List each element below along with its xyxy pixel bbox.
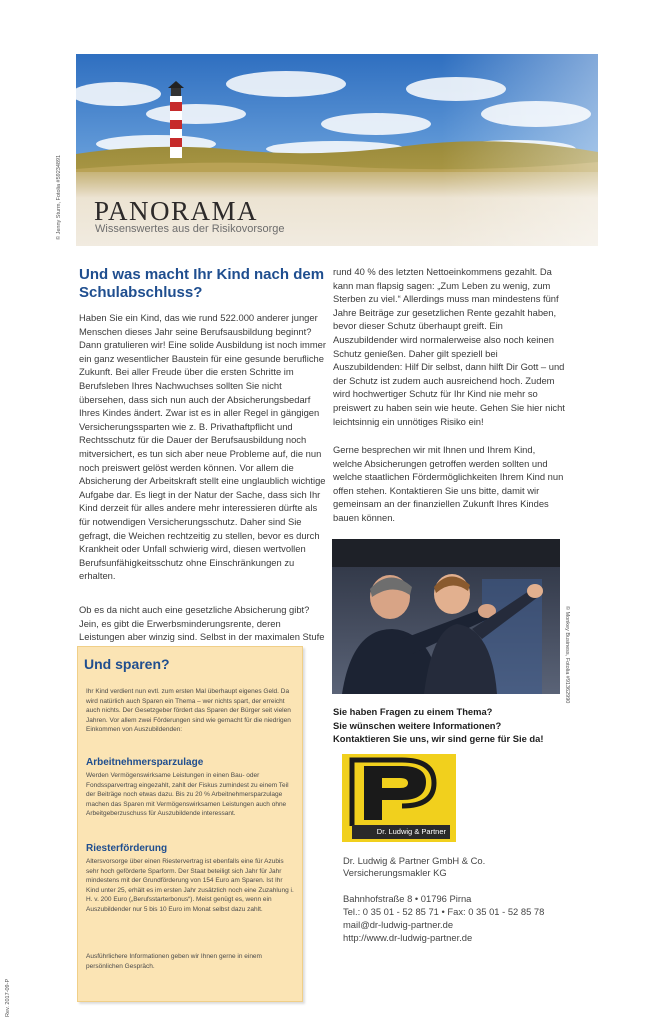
- company-type: Versicherungsmakler KG: [343, 867, 447, 878]
- box-subheading: Riesterförderung: [86, 843, 168, 854]
- article-paragraph: Gerne besprechen wir mit Ihnen und Ihrem Kind, welche Absicherungen getroffen werden sollten und welche staatlichen Fördermöglichkeiten Ihrem Kind nun offen stehen. Kontaktieren Sie uns bitte, damit wir gemeinsam an der finanziellen Zukunft Ihres Kindes bauen können.: [333, 444, 564, 523]
- box-paragraph: Werden Vermögenswirksame Leistungen in einen Bau- oder Fondssparvertrag eingezahlt, zahlt der Fiskus zumindest zu einem Teil der Beiträge noch etwas dazu. Bis zu 20 % Arbeitnehmersparzulage machen das Sparen mit Vermögenswirksamen Leistungen auch ohne Arbeitgeberzuschuss für Auszubildende interessant.: [86, 772, 289, 818]
- box-heading: Und sparen?: [84, 656, 170, 672]
- company-name: Dr. Ludwig & Partner GmbH & Co.: [343, 855, 486, 866]
- contact-question: [333, 705, 573, 746]
- contact-question-line: Sie wünschen weitere Informationen?: [333, 719, 502, 731]
- logo-caption: Dr. Ludwig & Partner: [352, 825, 450, 839]
- article-paragraph: Ob es da nicht auch eine gesetzliche Absicherung gibt? Jein, es gibt die Erwerbsminderungsrente, deren Leistungen aber winzig sind. Selbst in der maximalen Stufe: [79, 604, 325, 643]
- box-paragraph: Altersvorsorge über einen Riestervertrag ist ebenfalls eine für Azubis sehr hoch geförderte Sparform. Der Staat beteiligt sich Jahr für Jahr mindestens mit der Grundförderung von 154 Euro am Sparen. Ist Ihr Kind unter 25, erhält es im ersten Jahr zusätzlich noch eine Zuzahlung i. H. v. 200 Euro („Berufsstarterbonus“). Meist genügt es, wenn ein Auszubildender nur 5 bis 10 Euro im Monat selbst dazu zahlt.: [86, 858, 294, 913]
- page-subtitle: Wissenswertes aus der Risikovorsorge: [95, 223, 285, 235]
- box-intro: Ihr Kind verdient nun evtl. zum ersten Mal überhaupt eigenes Geld. Da wird natürlich auch Sparen ein Thema – wer nichts spart, der erreicht auch nichts. Der Gesetzgeber fördert das Sparen der Bürger seit vielen Jahren. Vor allem zwei Förderungen sind wie gemacht für die niedrigen Einkommen von Auszubildenden:: [86, 688, 291, 734]
- article-paragraph: rund 40 % des letzten Nettoeinkommens gezahlt. Da kann man flapsig sagen: „Zum Leben zu wenig, zum Sterben zu viel.“ Allerdings muss man mindestens fünf Jahre Beiträge zur gesetzlichen Rente gezahlt haben, bevor dieser Schutz überhaupt greift. Ein Auszubildender wird normalerweise also noch keinen Schutz genießen. Daher gilt speziell bei Auszubildenden: Hilf Dir selbst, dann hilft Dir Gott – und der Schutz ist zudem auch ausreichend hoch. Zudem wird hochwertiger Schutz für Ihr Kind nie mehr so preiswert zu haben sein wie heute. Gehen Sie hier nicht leichtsinnig ein unnötiges Risiko ein!: [333, 266, 565, 427]
- article-paragraph: Haben Sie ein Kind, das wie rund 522.000 anderer junger Menschen dieses Jahr seine Berufsausbildung beginnt? Dann gratulieren wir! Eine solide Ausbildung ist noch immer ein ganz wesentlicher Baustein für eine gesunde berufliche Zukunft. Bei aller Freude über die ersten Schritte im Berufsleben Ihres Nachwuchses sollten Sie nicht übersehen, dass sich nun auch der Absicherungsbedarf Ihres Kindes ändert. Zwar ist es in aller Regel in gängigen Versicherungssparten wie z. B. Privathaftpflicht und Rechtsschutz für die Dauer der Berufsausbildung noch mitversichert, es tun sich aber neue Probleme auf, die nun noch preiswert gelöst werden können. Vor allem die Absicherung der Arbeitskraft stellt eine unglaublich wichtige Aufgabe dar. Es liegt in der Natur der Sache, dass sich Ihr Kind derzeit für alles andere mehr interessieren dürfte als für notwendigen Versicherungsschutz. Daher sind Sie gefragt, die Weichen rechtzeitig zu stellen, bevor es durch Krankheit oder Unfall schwierig wird, diesen wertvollen Berufsunfähigkeitsschutz ohne Einschränkungen zu erhalten.: [79, 312, 326, 582]
- box-subheading: Arbeitnehmersparzulage: [86, 757, 204, 768]
- mechanics-photo: [332, 539, 560, 694]
- page-title: PANORAMA: [94, 196, 259, 226]
- photo-credit: © Monkey Business, Fotolia #91362990: [564, 606, 570, 704]
- street-address: Bahnhofstraße 8 • 01796 Pirna: [343, 893, 472, 904]
- phone-fax: Tel.: 0 35 01 - 52 85 71 • Fax: 0 35 01 - 52 85 78: [343, 906, 545, 917]
- photo-credit: © Jenny Sturm, Fotolia #59234891: [56, 154, 62, 240]
- contact-question-line: Sie haben Fragen zu einem Thema?: [333, 706, 493, 717]
- website-link[interactable]: http://www.dr-ludwig-partner.de: [343, 932, 473, 943]
- article-heading: Und was macht Ihr Kind nach dem Schulabschluss?: [79, 266, 325, 301]
- email-link[interactable]: mail@dr-ludwig-partner.de: [343, 919, 454, 930]
- box-outro: Ausführlichere Informationen geben wir Ihnen gerne in einem persönlichen Gespräch.: [86, 953, 262, 970]
- contact-question-line: Kontaktieren Sie uns, wir sind gerne für Sie da!: [333, 733, 544, 745]
- revision-note: Rev. 2017-09-P: [5, 978, 11, 1017]
